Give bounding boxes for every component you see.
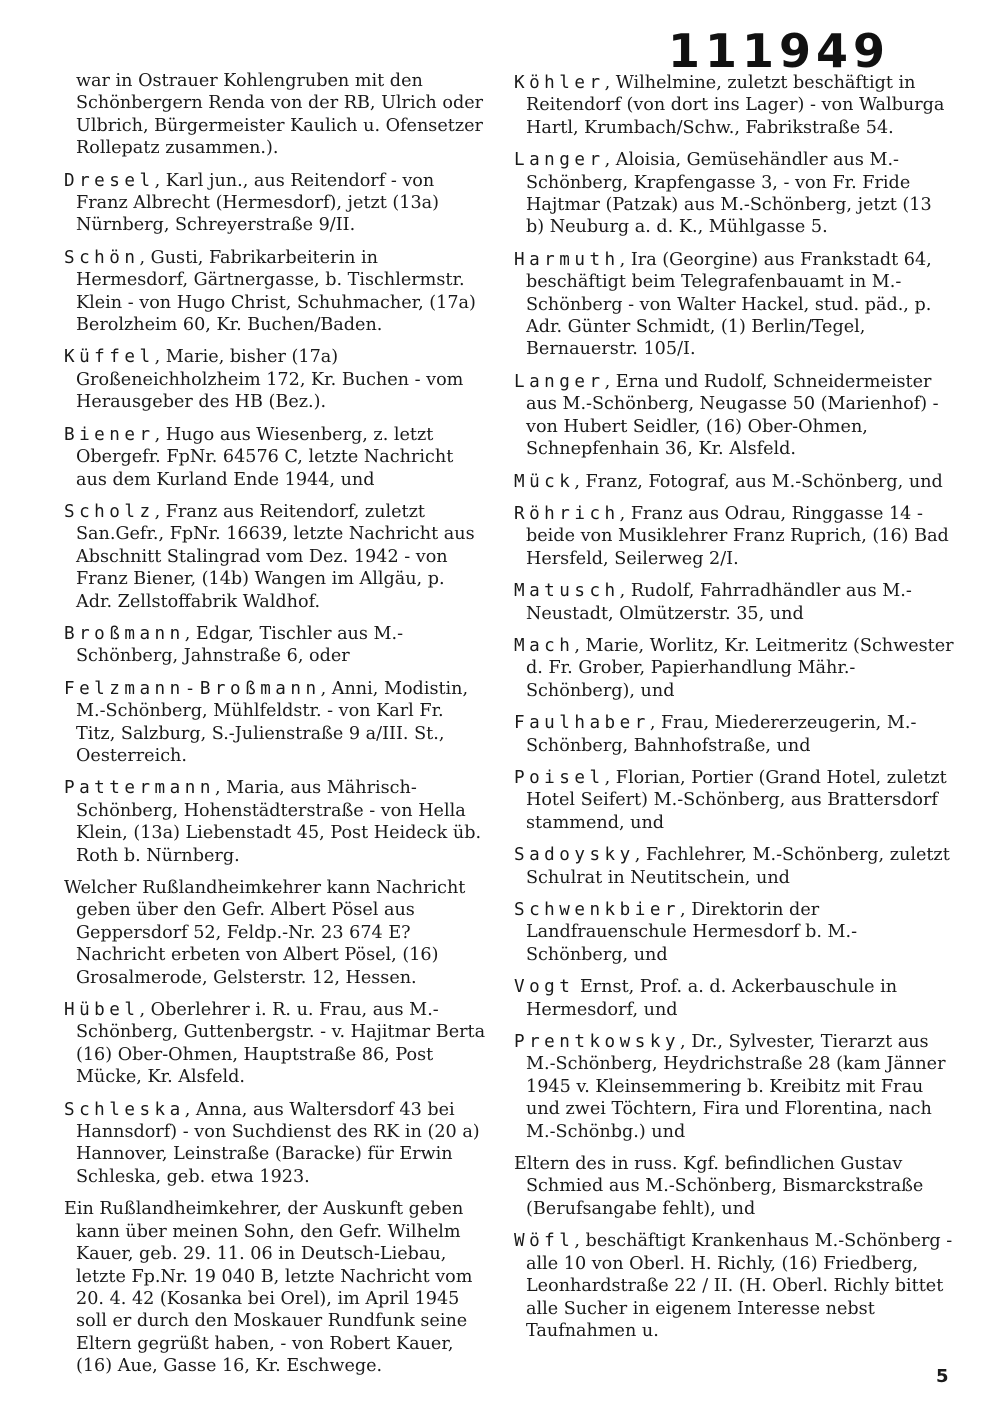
entry-text: , Dr., Sylvester, Tierarzt aus M.-Schönberg, Heydrichstraße 28 (kam Jänner 1945 v. Kleinsemmering b. Kreibitz mit Frau und zwei Töchtern, Fira und Florentina, nach M.-Schönbg.) und [526,1032,946,1142]
notice-entry [514,149,954,239]
entry-surname: Scholz [64,501,155,522]
notice-entry [514,635,954,702]
entry-surname: Langer [514,150,605,171]
entry-text: war in Ostrauer Kohlengruben mit den Schönbergern Renda von der RB, Ulrich oder Ulbrich, Bürgermeister Kaulich u. Ofensetzer Rollepatz zusammen.). [76,71,484,159]
entry-text: , Anna, aus Waltersdorf 43 bei Hannsdorf) - von Suchdienst des RK in (20 a) Hannover, Leinstraße (Baracke) für Erwin Schleska, geb. etwa 1923. [76,1099,480,1187]
entry-text: , Rudolf, Fahrradhändler aus M.-Neustadt, Olmützerstr. 35, und [526,581,912,624]
notice-entry [514,371,954,461]
entry-text: , Karl jun., aus Reitendorf - von Franz Albrecht (Hermesdorf), jetzt (13a) Nürnberg, Schreyerstraße 9/II. [76,170,440,236]
page-number: 5 [936,1366,949,1387]
notice-entry [514,767,954,834]
entry-text: , Gusti, Fabrikarbeiterin in Hermesdorf, Gärtnergasse, b. Tischlermstr. Klein - von Hugo Christ, Schuhmacher, (17a) Berolzheim 60, Kr. Buchen/Baden. [76,247,476,336]
notice-entry [514,249,954,361]
entry-surname: Hübel [64,1000,140,1021]
entry-text: , Edgar, Tischler aus M.-Schönberg, Jahnstraße 6, oder [76,623,404,667]
entry-text: , Frau, Miedererzeugerin, M.-Schönberg, Bahnhofstraße, und [526,713,917,756]
notice-entry [64,623,486,668]
entry-surname: Langer [514,371,605,392]
entry-surname: Felzmann-Broßmann [64,678,321,699]
entry-text: , Ira (Georgine) aus Frankstadt 64, beschäftigt beim Telegrafenbauamt in M.-Schönberg - von Walter Hackel, stud. päd., p. Adr. Günter Schmidt, (1) Berlin/Tegel, Bernauerstr. 105/I. [526,249,932,360]
entry-text: , Anni, Modistin, M.-Schönberg, Mühlfeldstr. - von Karl Fr. Titz, Salzburg, S.-Julienstraße 9 a/III. St., Oesterreich. [76,678,469,766]
entry-surname: Schön [64,247,140,268]
notice-entry [64,346,486,413]
right-column [514,72,954,1352]
entry-text: , Erna und Rudolf, Schneidermeister aus M.-Schönberg, Neugasse 50 (Marienhof) - von Hubert Seidler, (16) Ober-Ohmen, Schnepfenhain 36, Kr. Alsfeld. [526,371,939,460]
entry-surname: Schleska [64,1099,185,1120]
entry-text: , Marie, Worlitz, Kr. Leitmeritz (Schwester d. Fr. Grober, Papierhandlung Mähr.-Schönberg), und [526,635,954,701]
notice-entry [514,899,954,966]
entry-surname: Poisel [514,767,605,788]
entry-surname: Schwenkbier [514,900,681,920]
entry-text: , Direktorin der Landfrauenschule Hermesdorf b. M.-Schönberg, und [526,900,858,965]
entry-surname: Köhler [514,73,605,93]
entry-surname: Faulhaber [514,713,650,734]
notice-entry [514,1031,954,1143]
entry-text: , Franz aus Odrau, Ringgasse 14 - beide von Musiklehrer Franz Ruprich, (16) Bad Hersfeld, Seilerweg 2/I. [526,503,949,569]
entry-text: , Florian, Portier (Grand Hotel, zuletzt Hotel Seifert) M.-Schönberg, aus Brattersdorf stammend, und [526,767,947,833]
entry-text: , Marie, bisher (17a) Großeneichholzheim 172, Kr. Buchen - vom Herausgeber des HB (Bez.). [76,347,464,413]
notice-entry [64,424,486,491]
entry-surname: Wöfl [514,1231,575,1252]
notice-entry [514,844,954,889]
entry-surname: Sadoysky [514,845,635,866]
entry-text: , Aloisia, Gemüsehändler aus M.-Schönberg, Krapfengasse 3, - von Fr. Fride Hajtmar (Patzak) aus M.-Schönberg, jetzt (13 b) Neuburg a. d. K., Mühlgasse 5. [526,150,932,238]
notice-entry [64,877,486,989]
notice-entry [514,503,954,570]
notice-entry [514,1230,954,1342]
notice-entry [514,976,954,1021]
notice-entry [514,580,954,625]
entry-text: , Franz, Fotograf, aus M.-Schönberg, und [574,471,943,492]
notice-entry [64,247,486,337]
notice-entry [64,170,486,237]
notice-entry [64,1099,486,1189]
notice-entry [514,712,954,757]
entry-text: , Maria, aus Mährisch-Schönberg, Hohenstädterstraße - von Hella Klein, (13a) Liebenstadt 45, Post Heideck üb. Roth b. Nürnberg. [76,778,482,866]
entry-surname: Röhrich [514,503,620,524]
entry-text: , Hugo aus Wiesenberg, z. letzt Obergefr. FpNr. 64576 C, letzte Nachricht aus dem Kurland Ende 1944, und [76,424,454,490]
entry-surname: Mach [514,635,575,656]
entry-surname: Harmuth [514,249,620,270]
entry-surname: Matusch [514,581,620,602]
entry-surname: Biener [64,424,155,445]
entry-text: Eltern des in russ. Kgf. befindlichen Gustav Schmied aus M.-Schönberg, Bismarckstraße (Berufsangabe fehlt), und [514,1154,924,1219]
notice-entry [64,678,486,768]
entry-text: , beschäftigt Krankenhaus M.-Schönberg - alle 10 von Oberl. H. Richly, (16) Friedberg, Leonhardstraße 22 / II. (H. Oberl. Richly bittet alle Sucher in eigenem Interesse nebst Taufnahmen u. [526,1231,953,1341]
notice-entry [64,70,486,160]
notice-entry [514,471,954,493]
entry-surname: Prentkowsky [514,1032,681,1053]
entry-surname: Pattermann [64,778,215,799]
entry-surname: Dresel [64,170,155,191]
entry-surname: Küffel [64,347,155,368]
entry-text: Ein Rußlandheimkehrer, der Auskunft geben kann über meinen Sohn, den Gefr. Wilhelm Kauer, geb. 29. 11. 06 in Deutsch-Liebau, letzte Fp.Nr. 19 040 B, letzte Nachricht vom 20. 4. 42 (Kosanka bei Orel), im April 1945 soll er durch den Moskauer Rundfunk seine Eltern gegrüßt haben, - von Robert Kauer, (16) Aue, Gasse 16, Kr. Eschwege. [64,1199,473,1377]
entry-surname: Vogt [514,977,575,998]
left-column [64,70,486,1388]
entry-surname: Mück [514,471,575,492]
notice-entry [64,777,486,867]
notice-entry [64,999,486,1089]
entry-text: , Fachlehrer, M.-Schönberg, zuletzt Schulrat in Neutitschein, und [526,845,950,888]
entry-text: Ernst, Prof. a. d. Ackerbauschule in Hermesdorf, und [526,977,898,1020]
notice-entry [514,1153,954,1220]
notice-entry [64,1198,486,1377]
entry-text: Welcher Rußlandheimkehrer kann Nachricht geben über den Gefr. Albert Pösel aus Geppersdorf 52, Feldp.-Nr. 23 674 E? Nachricht erbeten von Albert Pösel, (16) Grosalmerode, Gelsterstr. 12, Hessen. [64,878,466,988]
entry-text: , Wilhelmine, zuletzt beschäftigt in Reitendorf (von dort ins Lager) - von Walburga Hartl, Krumbach/Schw., Fabrikstraße 54. [526,73,945,138]
entry-surname: Broßmann [64,623,185,644]
entry-text: , Oberlehrer i. R. u. Frau, aus M.-Schönberg, Guttenbergstr. - v. Hajitmar Berta (16) Ober-Ohmen, Hauptstraße 86, Post Mücke, Kr. Alsfeld. [76,1000,486,1088]
entry-text: , Franz aus Reitendorf, zuletzt San.Gefr., FpNr. 16639, letzte Nachricht aus Abschnitt Stalingrad vom Dez. 1942 - von Franz Biener, (14b) Wangen im Allgäu, p. Adr. Zellstoffabrik Waldhof. [76,501,475,612]
notice-entry [514,72,954,139]
notice-entry [64,501,486,613]
archive-stamp-number: 111949 [668,24,891,78]
